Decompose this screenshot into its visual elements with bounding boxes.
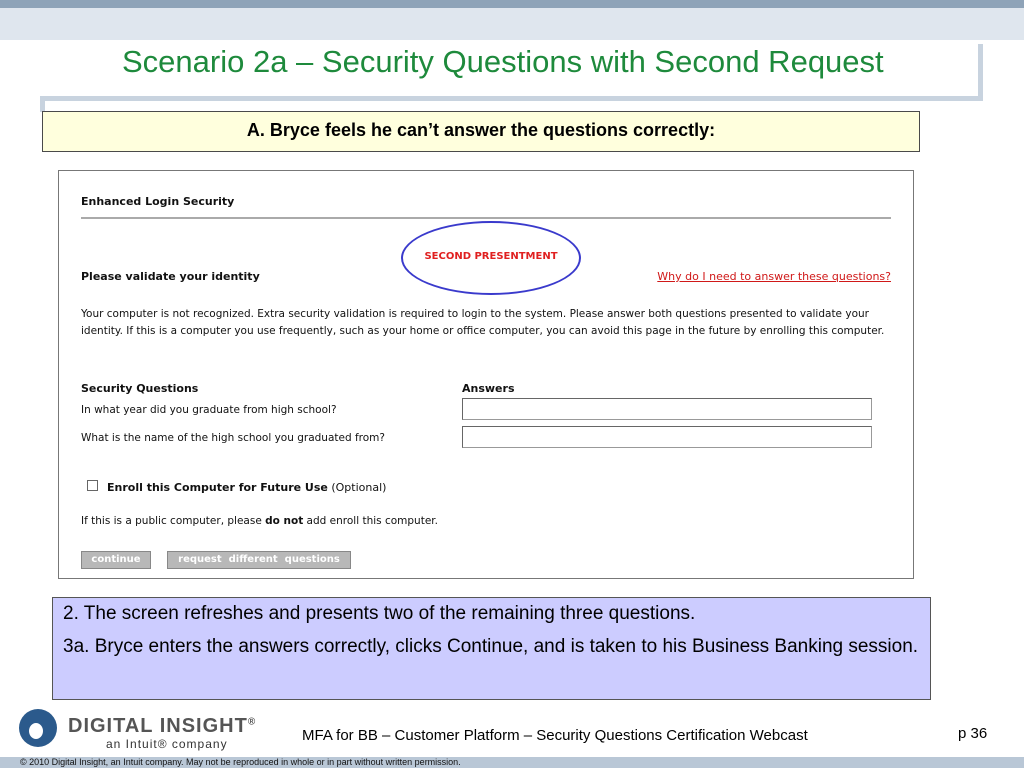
public-computer-note bbox=[81, 515, 438, 527]
digital-insight-logo-icon bbox=[19, 709, 57, 747]
request-different-questions-button[interactable]: request different questions bbox=[167, 551, 351, 569]
logo-registered-mark: ® bbox=[247, 716, 257, 728]
steps-note-box bbox=[52, 597, 931, 700]
question-2-label: What is the name of the high school you graduated from? bbox=[81, 432, 385, 444]
public-note-bold: do not bbox=[265, 515, 304, 527]
login-security-screenshot bbox=[58, 170, 914, 579]
copyright-text: © 2010 Digital Insight, an Intuit company. May not be reproduced in whole or in part without written permission. bbox=[20, 757, 461, 767]
step-2-text: 2. The screen refreshes and presents two of the remaining three questions. bbox=[63, 603, 696, 624]
enroll-label-optional: (Optional) bbox=[331, 481, 387, 494]
logo-main-text: DIGITAL INSIGHT bbox=[68, 715, 248, 737]
validate-heading: Please validate your identity bbox=[81, 270, 260, 283]
top-bar bbox=[0, 0, 1024, 8]
screen-title: Enhanced Login Security bbox=[81, 195, 235, 208]
slide-title: Scenario 2a – Security Questions with Second Request bbox=[122, 44, 884, 79]
answer-1-input[interactable] bbox=[462, 398, 872, 420]
enroll-label-bold: Enroll this Computer for Future Use bbox=[107, 481, 328, 494]
page-number: p 36 bbox=[958, 725, 988, 742]
top-band bbox=[0, 8, 1024, 40]
why-questions-link[interactable]: Why do I need to answer these questions? bbox=[657, 270, 891, 283]
answer-2-input[interactable] bbox=[462, 426, 872, 448]
answers-heading: Answers bbox=[462, 382, 515, 395]
logo-wordmark bbox=[68, 715, 256, 738]
explanation-text: Your computer is not recognized. Extra security validation is required to login to the system. Please answer both questions presented to validate your identity. If this is a computer you use frequently, such as your home or office computer, you can avoid this page in the future by enrolling this computer. bbox=[81, 308, 885, 337]
continue-button[interactable]: continue bbox=[81, 551, 151, 569]
title-frame-accent bbox=[40, 96, 45, 112]
enroll-computer-label bbox=[107, 481, 386, 494]
step-3a-text: 3a. Bryce enters the answers correctly, clicks Continue, and is taken to his Business Banking session. bbox=[63, 636, 919, 657]
question-1-label: In what year did you graduate from high school? bbox=[81, 404, 337, 416]
second-presentment-label: SECOND PRESENTMENT bbox=[424, 251, 558, 262]
public-note-after: add enroll this computer. bbox=[303, 515, 438, 527]
public-note-before: If this is a public computer, please bbox=[81, 515, 266, 527]
security-questions-heading: Security Questions bbox=[81, 382, 199, 395]
enroll-computer-checkbox[interactable] bbox=[87, 480, 98, 491]
logo-tagline: an Intuit® company bbox=[106, 737, 228, 751]
footer-title: MFA for BB – Customer Platform – Security Questions Certification Webcast bbox=[302, 727, 808, 744]
title-divider bbox=[81, 217, 891, 219]
scenario-header-box: A. Bryce feels he can’t answer the questions correctly: bbox=[42, 111, 920, 152]
